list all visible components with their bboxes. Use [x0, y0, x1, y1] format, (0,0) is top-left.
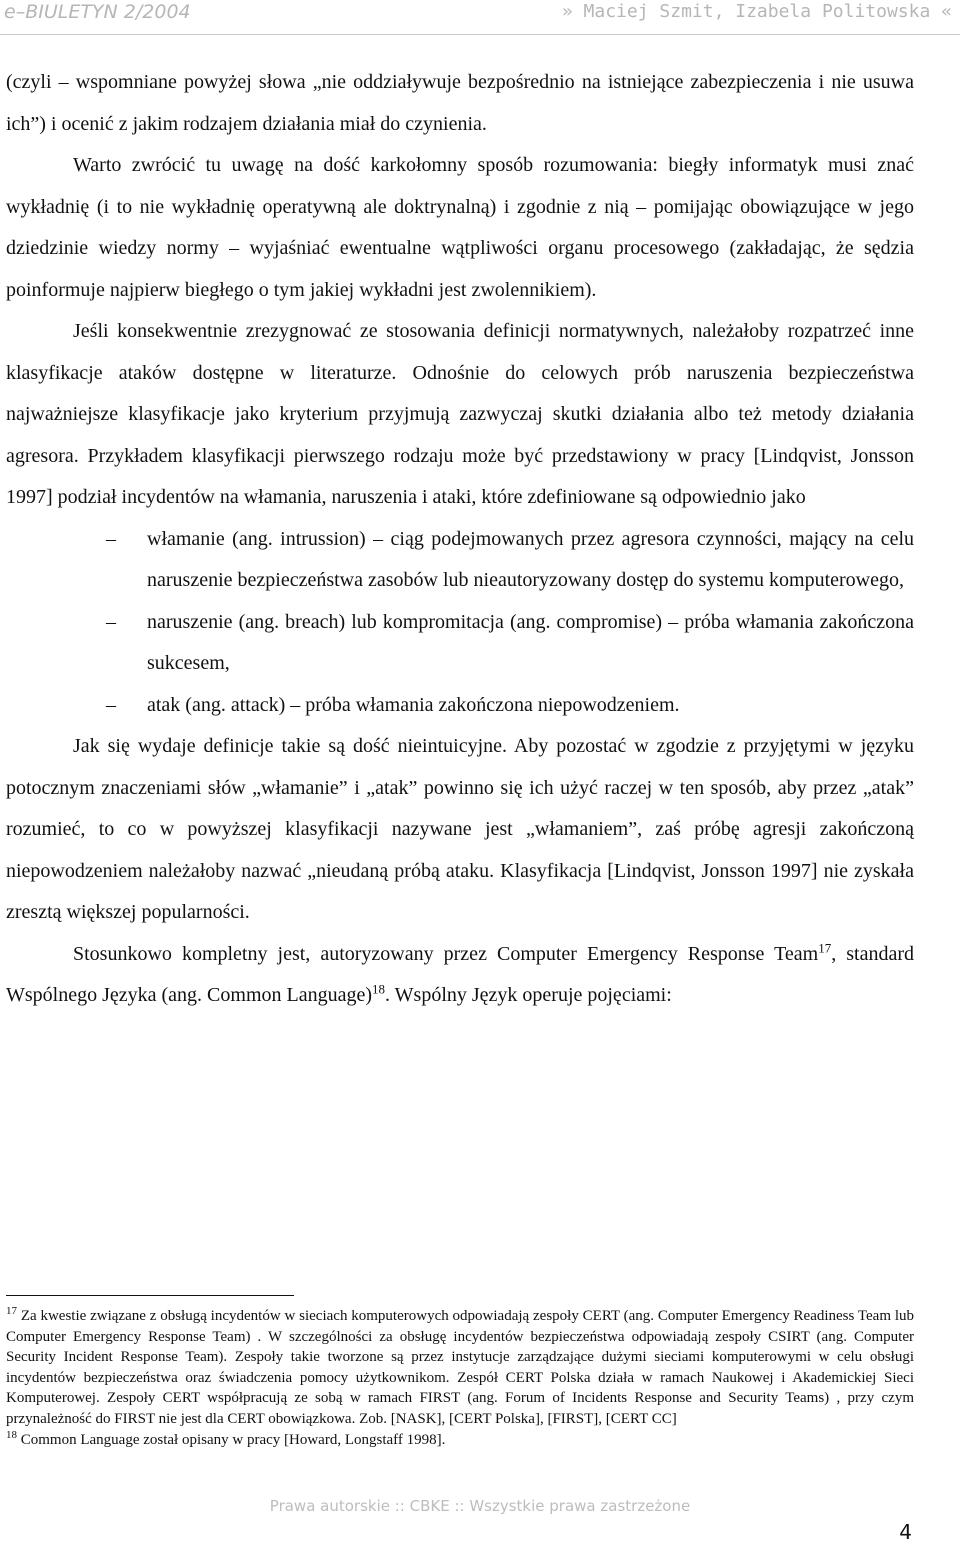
list-dash-marker: – — [106, 527, 116, 550]
footnote-17 — [6, 1306, 914, 1430]
list-dash-marker: – — [106, 693, 116, 716]
header-authors: » Maciej Szmit, Izabela Politowska « — [561, 1, 952, 22]
list-item — [6, 685, 914, 727]
footnote-18 — [6, 1430, 914, 1451]
paragraph-1: (czyli – wspomniane powyżej słowa „nie oddziaływuje bezpośrednio na istniejące zabezpieczenia i nie usuwa ich”) i ocenić z jakim rodzajem działania miał do czynienia. — [6, 71, 914, 135]
article-body — [6, 62, 914, 1017]
list-item — [6, 519, 914, 602]
page-number: 4 — [899, 1520, 912, 1544]
footnotes — [6, 1306, 914, 1450]
footnote-ref-17[interactable]: 17 — [818, 939, 832, 955]
paragraph-5 — [6, 934, 914, 1017]
footer-copyright: Prawa autorskie :: CBKE :: Wszystkie prawa zastrzeżone — [269, 1497, 691, 1515]
footnote-number: 18 — [6, 1428, 17, 1441]
paragraph-5-text-c: . Wspólny Język operuje pojęciami: — [385, 984, 672, 1006]
paragraph-5-text-a: Stosunkowo kompletny jest, autoryzowany przez Computer Emergency Response Team — [73, 942, 819, 965]
list-item-text: naruszenie (ang. breach) lub kompromitacja (ang. compromise) – próba włamania zakończona sukcesem, — [147, 610, 914, 674]
paragraph-3: Jeśli konsekwentnie zrezygnować ze stosowania definicji normatywnych, należałoby rozpatrzeć inne klasyfikacje ataków dostępne w literaturze. Odnośnie do celowych prób naruszenia bezpieczeństwa najważniejsze klasyfikacje jako kryterium przyjmują zazwyczaj skutki działania albo też metody działania agresora. Przykładem klasyfikacji pierwszego rodzaju może być przedstawiony w pracy [Lindqvist, Jonsson 1997] podział incydentów na włamania, naruszenia i ataki, które zdefiniowane są odpowiednio jako — [6, 320, 914, 508]
footnote-separator — [6, 1295, 294, 1296]
paragraph-5-text-b: , standard Wspólnego Języka (ang. Common Language) — [6, 942, 914, 1006]
paragraph-4: Jak się wydaje definicje takie są dość nieintuicyjne. Aby pozostać w zgodzie z przyjętymi w języku potocznym znaczeniami słów „włamanie” i „atak” powinno się ich użyć raczej w ten sposób, aby przez „atak” rozumieć, to co w powyższej klasyfikacji nazywane jest „włamaniem”, zaś próbę agresji zakończoną niepowodzeniem należałoby nazwać „nieudaną próbą ataku. Klasyfikacja [Lindqvist, Jonsson 1997] nie zyskała zresztą większej popularności. — [6, 735, 914, 923]
footnote-number: 17 — [6, 1305, 17, 1317]
footnote-text: Za kwestie związane z obsługą incydentów w sieciach komputerowych odpowiadają zespoły CERT (ang. Computer Emergency Readiness Team lub Computer Emergency Response Team) . W szczególności za obsługę incydentów bezpieczeństwa odpowiadają zespoły CSIRT (ang. Computer Security Incident Response Team). Zespoły takie tworzone są przez instytucje zarządzające dużymi sieciami komputerowymi w celu obsługi incydentów bezpieczeństwa oraz świadczenia pomocy użytkownikom. Zespół CERT Polska działa w ramach Naukowej i Akademickiej Sieci Komputerowej. Zespoły CERT współpracują ze sobą w ramach FIRST (ang. Forum of Incidents Response and Security Teams) , przy czym przynależność do FIRST nie jest dla CERT obowiązkowa. Zob. [NASK], [CERT Polska], [FIRST], [CERT CC] — [6, 1308, 914, 1427]
header-journal-title: e–BIULETYN 2/2004 — [4, 1, 191, 23]
paragraph-2: Warto zwrócić tu uwagę na dość karkołomny sposób rozumowania: biegły informatyk musi znać wykładnię (i to nie wykładnię operatywną ale doktrynalną) i zgodnie z nią – pomijając obowiązujące w jego dziedzinie wiedzy normy – wyjaśniać ewentualne wątpliwości organu procesowego (zakładając, że sędzia poinformuje najpierw biegłego o tym jakiej wykładni jest zwolennikiem). — [6, 154, 914, 301]
list-item — [6, 602, 914, 685]
list-dash-marker: – — [106, 610, 116, 633]
footnote-ref-18[interactable]: 18 — [372, 981, 386, 997]
list-item-text: włamanie (ang. intrussion) – ciąg podejmowanych przez agresora czynności, mający na celu naruszenie bezpieczeństwa zasobów lub nieautoryzowany dostęp do systemu komputerowego, — [147, 527, 914, 591]
header-rule — [0, 34, 960, 35]
footnote-text: Common Language został opisany w pracy [Howard, Longstaff 1998]. — [17, 1431, 446, 1448]
list-item-text: atak (ang. attack) – próba włamania zakończona niepowodzeniem. — [147, 693, 680, 716]
